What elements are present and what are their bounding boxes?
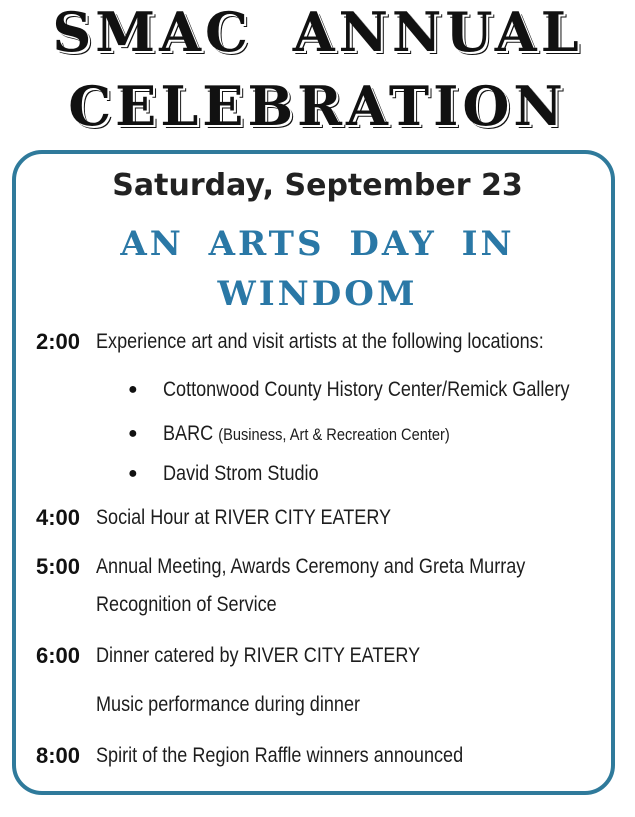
schedule-text-3-line-1: Annual Meeting, Awards Ceremony and Greta Murray — [96, 555, 526, 578]
location-item-2-main: BARC — [163, 422, 214, 445]
schedule-text-5: Spirit of the Region Raffle winners announced — [96, 744, 464, 767]
location-item-2 — [163, 420, 559, 449]
schedule-time-5: 8:00 — [36, 743, 81, 768]
location-item-1: Cottonwood County History Center/Remick Gallery — [163, 378, 570, 401]
bullet-icon: ● — [128, 381, 138, 398]
event-title-line-2: CELEBRATION — [68, 74, 567, 138]
schedule-text-2: Social Hour at RIVER CITY EATERY — [96, 506, 392, 529]
location-item-2-detail: (Business, Art & Recreation Center) — [218, 425, 450, 444]
bullet-icon: ● — [128, 465, 138, 482]
schedule-text-1: Experience art and visit artists at the following locations: — [96, 330, 544, 353]
schedule-time-1: 2:00 — [36, 329, 81, 354]
schedule-text-4: Dinner catered by RIVER CITY EATERY — [96, 644, 421, 667]
schedule-time-3: 5:00 — [36, 554, 81, 579]
event-subtitle-line-1: AN ARTS DAY IN — [120, 224, 515, 264]
schedule-time-4: 6:00 — [36, 643, 81, 668]
bullet-icon: ● — [128, 425, 138, 442]
schedule-text-4-extra: Music performance during dinner — [96, 693, 361, 716]
schedule-text-3-line-2: Recognition of Service — [96, 593, 277, 616]
schedule-time-2: 4:00 — [36, 505, 81, 530]
event-date: Saturday, September 23 — [112, 168, 523, 203]
location-item-3: David Strom Studio — [163, 462, 319, 485]
event-title-line-1: SMAC ANNUAL — [52, 0, 583, 64]
event-subtitle-line-2: WINDOM — [217, 274, 418, 314]
